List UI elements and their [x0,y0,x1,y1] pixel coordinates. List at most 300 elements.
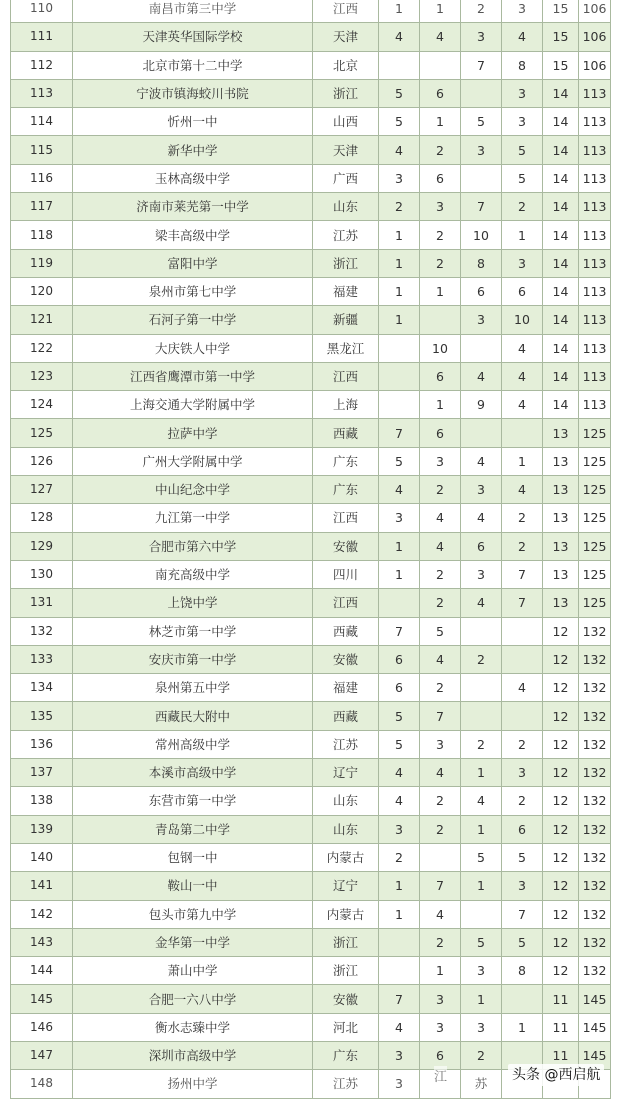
count-d-cell: 4 [502,391,543,419]
count-d-cell: 7 [502,589,543,617]
table-row [11,23,611,51]
province-cell: 广东 [313,1041,379,1069]
total-cell: 12 [543,730,579,758]
count-d-cell: 5 [502,928,543,956]
table-row [11,532,611,560]
count-b-cell: 3 [420,730,461,758]
position-cell: 132 [579,730,611,758]
province-cell: 广东 [313,476,379,504]
rank-cell: 113 [11,79,73,107]
rank-cell: 126 [11,447,73,475]
province-cell: 辽宁 [313,872,379,900]
count-b-cell: 2 [420,136,461,164]
count-b-cell: 2 [420,476,461,504]
total-cell: 13 [543,476,579,504]
count-c-cell: 5 [461,108,502,136]
count-b-cell: 2 [420,928,461,956]
province-cell: 浙江 [313,249,379,277]
table-row [11,193,611,221]
province-cell: 江西 [313,362,379,390]
count-b-cell: 7 [420,702,461,730]
total-cell: 14 [543,136,579,164]
table-row [11,674,611,702]
count-b-cell: 5 [420,617,461,645]
rank-cell: 143 [11,928,73,956]
school-name-cell: 南昌市第三中学 [73,0,313,23]
count-c-cell: 3 [461,306,502,334]
count-c-cell: 2 [461,645,502,673]
count-d-cell: 4 [502,23,543,51]
count-a-cell [379,362,420,390]
table-row [11,164,611,192]
rank-cell: 111 [11,23,73,51]
count-d-cell [502,617,543,645]
count-a-cell: 1 [379,249,420,277]
rank-cell: 134 [11,674,73,702]
school-name-cell: 金华第一中学 [73,928,313,956]
position-cell: 132 [579,759,611,787]
count-d-cell: 7 [502,560,543,588]
count-a-cell: 5 [379,447,420,475]
count-a-cell: 2 [379,193,420,221]
count-d-cell: 4 [502,362,543,390]
table-row [11,391,611,419]
rank-cell: 145 [11,985,73,1013]
position-cell: 113 [579,136,611,164]
count-c-cell: 2 [461,0,502,23]
count-b-cell: 1 [420,108,461,136]
school-name-cell: 泉州市第七中学 [73,277,313,305]
total-cell: 13 [543,504,579,532]
school-name-cell: 合肥市第六中学 [73,532,313,560]
school-name-cell: 宁波市镇海蛟川书院 [73,79,313,107]
count-d-cell: 3 [502,108,543,136]
count-c-cell: 1 [461,759,502,787]
school-name-cell: 济南市莱芜第一中学 [73,193,313,221]
rank-cell: 117 [11,193,73,221]
count-c-cell: 2 [461,1041,502,1069]
position-cell: 125 [579,447,611,475]
count-c-cell [461,164,502,192]
province-cell: 浙江 [313,928,379,956]
count-b-cell: 1 [420,277,461,305]
total-cell: 14 [543,249,579,277]
school-name-cell: 合肥一六八中学 [73,985,313,1013]
position-cell: 113 [579,391,611,419]
count-a-cell: 4 [379,1013,420,1041]
count-a-cell: 1 [379,872,420,900]
count-a-cell: 1 [379,221,420,249]
count-a-cell: 1 [379,306,420,334]
rank-cell: 131 [11,589,73,617]
total-cell: 14 [543,221,579,249]
count-d-cell: 1 [502,447,543,475]
count-d-cell: 1 [502,1013,543,1041]
total-cell: 12 [543,815,579,843]
rank-cell: 125 [11,419,73,447]
count-c-cell [461,900,502,928]
rank-cell: 133 [11,645,73,673]
table-row [11,476,611,504]
province-cell: 江苏 [313,1070,379,1098]
count-d-cell: 8 [502,957,543,985]
count-a-cell: 1 [379,560,420,588]
province-cell: 西藏 [313,617,379,645]
count-a-cell [379,51,420,79]
rank-cell: 128 [11,504,73,532]
province-cell: 安徽 [313,985,379,1013]
count-d-cell: 10 [502,306,543,334]
table-row [11,447,611,475]
province-cell: 山东 [313,815,379,843]
count-c-cell [461,334,502,362]
province-cell: 江苏 [313,221,379,249]
school-name-cell: 包头市第九中学 [73,900,313,928]
position-cell: 132 [579,900,611,928]
total-cell: 11 [543,985,579,1013]
count-b-cell: 6 [420,79,461,107]
position-cell: 113 [579,334,611,362]
school-name-cell: 江西省鹰潭市第一中学 [73,362,313,390]
province-cell: 山东 [313,193,379,221]
watermark-prefix: 江 [434,1066,447,1085]
school-name-cell: 深圳市高级中学 [73,1041,313,1069]
province-cell: 江西 [313,589,379,617]
position-cell: 132 [579,928,611,956]
province-cell: 安徽 [313,645,379,673]
rank-cell: 148 [11,1070,73,1098]
province-cell: 天津 [313,23,379,51]
total-cell: 14 [543,277,579,305]
count-b-cell: 10 [420,334,461,362]
position-cell: 145 [579,1013,611,1041]
school-name-cell: 石河子第一中学 [73,306,313,334]
table-row [11,419,611,447]
position-cell: 113 [579,193,611,221]
count-d-cell: 2 [502,730,543,758]
table-row [11,702,611,730]
count-d-cell: 6 [502,815,543,843]
rank-cell: 116 [11,164,73,192]
rank-cell: 114 [11,108,73,136]
count-a-cell: 5 [379,702,420,730]
count-c-cell [461,674,502,702]
school-name-cell: 西藏民大附中 [73,702,313,730]
count-a-cell: 1 [379,900,420,928]
position-cell: 106 [579,0,611,23]
position-cell: 113 [579,306,611,334]
rank-cell: 127 [11,476,73,504]
province-cell: 内蒙古 [313,900,379,928]
rank-cell: 139 [11,815,73,843]
count-d-cell: 4 [502,334,543,362]
school-name-cell: 天津英华国际学校 [73,23,313,51]
province-cell: 安徽 [313,532,379,560]
count-b-cell: 7 [420,872,461,900]
total-cell: 14 [543,334,579,362]
count-d-cell: 3 [502,872,543,900]
count-d-cell: 3 [502,0,543,23]
rank-cell: 146 [11,1013,73,1041]
position-cell: 113 [579,164,611,192]
count-c-cell: 6 [461,532,502,560]
total-cell: 14 [543,164,579,192]
count-d-cell: 5 [502,164,543,192]
total-cell: 11 [543,1041,579,1069]
count-b-cell: 4 [420,759,461,787]
count-d-cell: 2 [502,193,543,221]
count-a-cell [379,391,420,419]
school-name-cell: 上海交通大学附属中学 [73,391,313,419]
count-c-cell: 1 [461,872,502,900]
province-cell: 福建 [313,277,379,305]
school-name-cell: 东营市第一中学 [73,787,313,815]
count-a-cell: 6 [379,645,420,673]
total-cell: 13 [543,532,579,560]
total-cell: 13 [543,447,579,475]
table-row [11,730,611,758]
position-cell: 125 [579,589,611,617]
position-cell: 113 [579,221,611,249]
count-d-cell [502,702,543,730]
count-c-cell [461,702,502,730]
count-b-cell: 3 [420,985,461,1013]
count-c-cell: 6 [461,277,502,305]
position-cell: 125 [579,560,611,588]
position-cell: 106 [579,51,611,79]
count-b-cell: 3 [420,447,461,475]
count-c-cell: 3 [461,476,502,504]
count-d-cell: 4 [502,476,543,504]
position-cell: 132 [579,617,611,645]
rank-cell: 118 [11,221,73,249]
school-name-cell: 新华中学 [73,136,313,164]
count-b-cell: 6 [420,164,461,192]
count-b-cell: 1 [420,0,461,23]
rank-cell: 110 [11,0,73,23]
count-d-cell: 3 [502,79,543,107]
count-c-cell: 4 [461,362,502,390]
position-cell: 132 [579,815,611,843]
school-name-cell: 萧山中学 [73,957,313,985]
count-b-cell: 6 [420,362,461,390]
count-a-cell [379,928,420,956]
count-c-cell: 4 [461,504,502,532]
total-cell: 15 [543,0,579,23]
total-cell: 13 [543,589,579,617]
rank-cell: 144 [11,957,73,985]
count-b-cell: 4 [420,645,461,673]
count-b-cell: 1 [420,391,461,419]
position-cell: 145 [579,1041,611,1069]
count-b-cell: 2 [420,249,461,277]
province-cell: 广西 [313,164,379,192]
position-cell: 113 [579,362,611,390]
province-cell: 广东 [313,447,379,475]
position-cell: 125 [579,476,611,504]
rank-cell: 136 [11,730,73,758]
table-row [11,815,611,843]
province-cell: 上海 [313,391,379,419]
province-cell: 福建 [313,674,379,702]
count-a-cell: 4 [379,759,420,787]
position-cell: 145 [579,985,611,1013]
count-a-cell: 1 [379,277,420,305]
rank-cell: 142 [11,900,73,928]
table-row [11,306,611,334]
count-d-cell: 7 [502,900,543,928]
count-b-cell: 2 [420,221,461,249]
table-row [11,872,611,900]
total-cell: 13 [543,560,579,588]
count-d-cell [502,645,543,673]
count-a-cell: 5 [379,730,420,758]
province-cell: 四川 [313,560,379,588]
position-cell: 132 [579,702,611,730]
school-name-cell: 泉州第五中学 [73,674,313,702]
count-a-cell: 1 [379,532,420,560]
count-c-cell [461,79,502,107]
province-cell: 浙江 [313,957,379,985]
count-a-cell: 2 [379,843,420,871]
count-a-cell: 3 [379,164,420,192]
position-cell: 132 [579,674,611,702]
table-row [11,51,611,79]
table-row [11,617,611,645]
count-d-cell: 8 [502,51,543,79]
total-cell: 14 [543,362,579,390]
count-c-cell: 3 [461,957,502,985]
count-c-cell: 10 [461,221,502,249]
count-c-cell: 苏 [461,1070,502,1098]
table-row [11,843,611,871]
position-cell: 113 [579,277,611,305]
count-b-cell [420,306,461,334]
province-cell: 新疆 [313,306,379,334]
table-row [11,277,611,305]
province-cell: 河北 [313,1013,379,1041]
table-row [11,985,611,1013]
school-name-cell: 大庆铁人中学 [73,334,313,362]
total-cell: 13 [543,419,579,447]
position-cell: 132 [579,843,611,871]
total-cell: 12 [543,759,579,787]
ranking-table [10,0,611,1099]
total-cell: 12 [543,957,579,985]
position-cell: 125 [579,504,611,532]
province-cell: 山东 [313,787,379,815]
school-name-cell: 广州大学附属中学 [73,447,313,475]
count-c-cell: 3 [461,560,502,588]
count-d-cell: 5 [502,843,543,871]
count-c-cell: 5 [461,928,502,956]
count-a-cell: 5 [379,79,420,107]
province-cell: 辽宁 [313,759,379,787]
count-d-cell [502,419,543,447]
table-row [11,560,611,588]
rank-cell: 130 [11,560,73,588]
count-c-cell: 8 [461,249,502,277]
rank-cell: 119 [11,249,73,277]
school-name-cell: 衡水志臻中学 [73,1013,313,1041]
count-a-cell [379,957,420,985]
count-c-cell: 7 [461,51,502,79]
school-name-cell: 玉林高级中学 [73,164,313,192]
province-cell: 内蒙古 [313,843,379,871]
count-a-cell [379,589,420,617]
table-row [11,136,611,164]
table-row [11,334,611,362]
count-c-cell [461,419,502,447]
table-row [11,221,611,249]
total-cell: 14 [543,79,579,107]
school-name-cell: 青岛第二中学 [73,815,313,843]
count-d-cell: 1 [502,221,543,249]
position-cell: 132 [579,645,611,673]
count-a-cell: 3 [379,815,420,843]
total-cell: 14 [543,193,579,221]
count-b-cell: 2 [420,674,461,702]
total-cell: 15 [543,23,579,51]
total-cell: 12 [543,928,579,956]
school-name-cell: 忻州一中 [73,108,313,136]
position-cell: 132 [579,872,611,900]
count-b-cell: 6 [420,1041,461,1069]
school-name-cell: 九江第一中学 [73,504,313,532]
rank-cell: 115 [11,136,73,164]
ranking-table-body [11,0,611,1098]
rank-cell: 122 [11,334,73,362]
rank-cell: 135 [11,702,73,730]
count-a-cell: 3 [379,504,420,532]
count-c-cell: 3 [461,23,502,51]
count-b-cell: 4 [420,900,461,928]
school-name-cell: 南充高级中学 [73,560,313,588]
total-cell: 15 [543,51,579,79]
province-cell: 北京 [313,51,379,79]
count-a-cell: 3 [379,1070,420,1098]
rank-cell: 121 [11,306,73,334]
total-cell: 12 [543,787,579,815]
count-d-cell: 3 [502,759,543,787]
province-cell: 山西 [313,108,379,136]
rank-cell: 138 [11,787,73,815]
rank-cell: 112 [11,51,73,79]
school-name-cell: 拉萨中学 [73,419,313,447]
count-c-cell: 3 [461,136,502,164]
total-cell: 14 [543,391,579,419]
school-name-cell: 常州高级中学 [73,730,313,758]
table-row [11,928,611,956]
total-cell: 12 [543,617,579,645]
position-cell: 132 [579,787,611,815]
count-d-cell [502,985,543,1013]
school-name-cell: 鞍山一中 [73,872,313,900]
table-row [11,900,611,928]
total-cell: 12 [543,674,579,702]
table-row [11,589,611,617]
position-cell: 125 [579,419,611,447]
count-b-cell: 3 [420,193,461,221]
count-a-cell: 4 [379,23,420,51]
total-cell: 12 [543,843,579,871]
count-b-cell: 2 [420,787,461,815]
total-cell: 12 [543,702,579,730]
count-b-cell: 4 [420,23,461,51]
province-cell: 浙江 [313,79,379,107]
count-a-cell: 4 [379,476,420,504]
rank-cell: 132 [11,617,73,645]
